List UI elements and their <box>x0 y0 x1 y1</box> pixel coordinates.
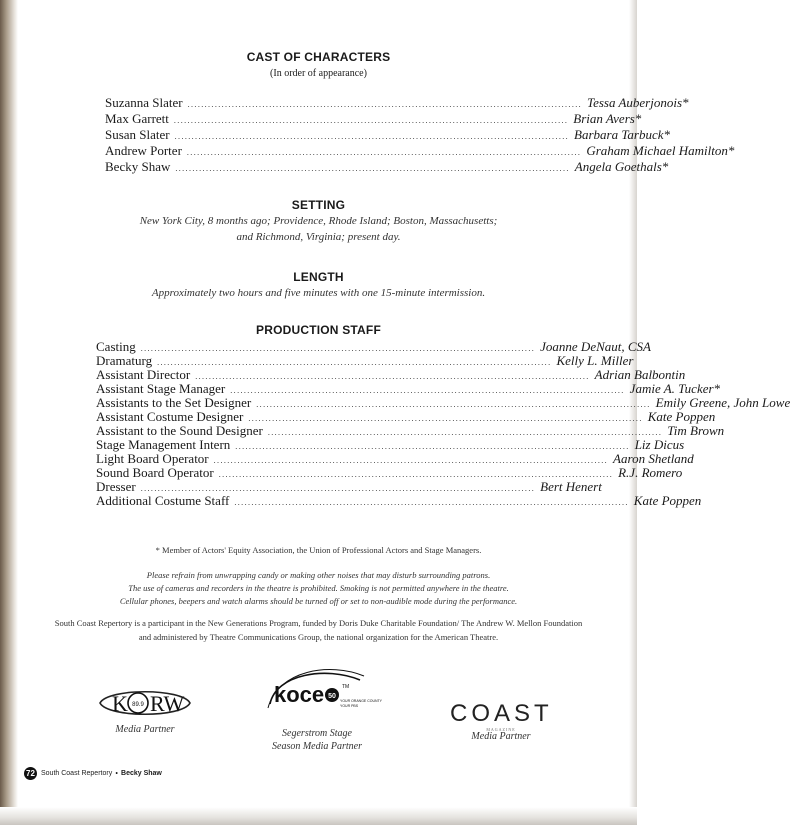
staff-role: Assistants to the Set Designer <box>96 395 252 410</box>
staff-name: Aaron Shetland <box>613 451 694 466</box>
length-heading: LENGTH <box>293 270 344 284</box>
setting-heading: SETTING <box>291 198 346 212</box>
staff-name: Adrian Balbontin <box>594 367 686 382</box>
actor-name: Graham Michael Hamilton* <box>586 143 735 158</box>
staff-row <box>96 339 651 354</box>
cast-subheading: (In order of appearance) <box>270 68 367 79</box>
koce-logo <box>266 664 383 720</box>
staff-name: Kelly L. Miller <box>556 353 634 368</box>
staff-row <box>96 353 634 368</box>
staff-row <box>96 451 694 466</box>
character-name: Susan Slater <box>105 127 170 142</box>
actor-name: Angela Goethals* <box>574 159 669 174</box>
staff-row <box>96 395 790 410</box>
leader-dots: .................................................................................................................... <box>256 400 651 409</box>
staff-name: Tim Brown <box>667 423 725 438</box>
page-number: 72 <box>24 767 37 780</box>
cast-row <box>105 159 669 176</box>
staff-role: Assistant Director <box>96 367 191 382</box>
kcrw-logo <box>98 686 192 720</box>
character-name: Becky Shaw <box>105 159 171 174</box>
staff-row <box>96 493 702 508</box>
leader-dots: .................................................................................................................... <box>195 372 590 381</box>
staff-name: Emily Greene, John Lowe <box>655 395 790 410</box>
coast-subtitle: MAGAZINE <box>486 727 516 732</box>
staff-role: Light Board Operator <box>96 451 209 466</box>
staff-row <box>96 423 725 438</box>
staff-role: Dresser <box>96 479 136 494</box>
staff-name: Jamie A. Tucker* <box>629 381 721 396</box>
cast-heading: CAST OF CHARACTERS <box>246 50 391 64</box>
kcrw-letters-rw: RW <box>150 691 185 716</box>
staff-role: Dramaturg <box>96 353 153 368</box>
scr-note-line: South Coast Repertory is a participant in the New Generations Program, funded by Doris Duke Charitable Foundation/ The Andrew W. Mellon Foundation <box>54 618 583 628</box>
cast-row <box>105 95 689 112</box>
length-text: Approximately two hours and five minutes with one 15-minute intermission. <box>151 287 486 299</box>
staff-role: Assistant to the Sound Designer <box>96 423 263 438</box>
equity-footnote: * Member of Actors' Equity Association, the Union of Professional Actors and Stage Managers. <box>155 545 482 555</box>
cast-row <box>105 127 670 144</box>
character-name: Suzanna Slater <box>105 95 183 110</box>
staff-name: Liz Dicus <box>634 437 685 452</box>
leader-dots: .................................................................................................................... <box>218 470 614 479</box>
staff-row <box>96 381 721 396</box>
page-bottom-edge <box>0 807 637 825</box>
patron-notice-line: Cellular phones, beepers and watch alarms should be turned off or set to non-audible mode during the performance. <box>119 596 518 606</box>
staff-name: Kate Poppen <box>647 409 716 424</box>
scr-funding-note <box>40 616 597 644</box>
leader-dots: .................................................................................................................... <box>140 344 536 353</box>
koce-tagline: YOUR PBS <box>340 704 359 708</box>
footer-bullet: • <box>115 768 119 778</box>
leader-dots: .................................................................................................................... <box>157 358 552 367</box>
kcrw-caption: Media Partner <box>115 724 175 735</box>
actor-name: Tessa Auberjonois* <box>587 95 689 110</box>
leader-dots: .................................................................................................................... <box>186 148 582 157</box>
koce-channel: 50 <box>328 693 336 700</box>
koce-tagline: YOUR ORANGE COUNTY <box>340 699 383 703</box>
staff-name: Joanne DeNaut, CSA <box>540 339 651 354</box>
staff-name: Kate Poppen <box>633 493 702 508</box>
staff-role: Casting <box>96 339 136 354</box>
staff-heading: PRODUCTION STAFF <box>256 323 381 337</box>
leader-dots: .................................................................................................................... <box>175 164 570 173</box>
leader-dots: .................................................................................................................... <box>174 132 570 141</box>
page-footer <box>24 765 162 781</box>
cast-row <box>105 111 642 128</box>
koce-caption: Segerstrom Stage <box>282 728 352 739</box>
coast-logo <box>450 700 552 730</box>
setting-line: New York City, 8 months ago; Providence, Rhode Island; Boston, Massachusetts; <box>139 215 498 227</box>
staff-role: Sound Board Operator <box>96 465 214 480</box>
staff-role: Stage Management Intern <box>96 437 231 452</box>
character-name: Max Garrett <box>105 111 169 126</box>
page-binding-edge <box>0 0 18 825</box>
staff-row <box>96 465 683 480</box>
staff-row <box>96 367 686 382</box>
leader-dots: .................................................................................................................... <box>187 100 583 109</box>
setting-line: and Richmond, Virginia; present day. <box>236 231 401 243</box>
staff-name: Bert Henert <box>540 479 602 494</box>
staff-row <box>96 437 685 452</box>
staff-role: Assistant Stage Manager <box>96 381 226 396</box>
staff-name: R.J. Romero <box>618 465 683 480</box>
staff-role: Additional Costume Staff <box>96 493 230 508</box>
staff-role: Assistant Costume Designer <box>96 409 244 424</box>
koce-wordmark: koce <box>274 682 325 707</box>
leader-dots: .................................................................................................................... <box>234 498 629 507</box>
staff-row <box>96 409 716 424</box>
koce-caption: Season Media Partner <box>272 741 362 752</box>
actor-name: Brian Avers* <box>573 111 642 126</box>
patron-notice-line: The use of cameras and recorders in the theatre is prohibited. Smoking is not permitted anywhere in the theatre. <box>128 583 509 593</box>
footer-org: South Coast Repertory <box>41 769 113 777</box>
coast-caption: Media Partner <box>471 731 531 742</box>
leader-dots: .................................................................................................................... <box>235 442 630 451</box>
leader-dots: .................................................................................................................... <box>230 386 625 395</box>
leader-dots: .................................................................................................................... <box>173 116 569 125</box>
leader-dots: .................................................................................................................... <box>267 428 663 437</box>
coast-wordmark: COAST <box>450 700 553 727</box>
character-name: Andrew Porter <box>105 143 182 158</box>
patron-notice-line: Please refrain from unwrapping candy or making other noises that may disturb surrounding patrons. <box>146 570 491 580</box>
leader-dots: .................................................................................................................... <box>140 484 536 493</box>
cast-row <box>105 143 735 160</box>
koce-trademark: TM <box>342 684 350 690</box>
leader-dots: .................................................................................................................... <box>213 456 609 465</box>
footer-show-title: Becky Shaw <box>121 769 162 777</box>
kcrw-frequency: 89.9 <box>132 702 144 708</box>
leader-dots: .................................................................................................................... <box>248 414 643 423</box>
kcrw-letter-k: K <box>112 691 128 716</box>
staff-row <box>96 479 602 494</box>
actor-name: Barbara Tarbuck* <box>574 127 670 142</box>
scr-note-line: and administered by Theatre Communications Group, the national organization for the American Theatre. <box>138 632 499 642</box>
